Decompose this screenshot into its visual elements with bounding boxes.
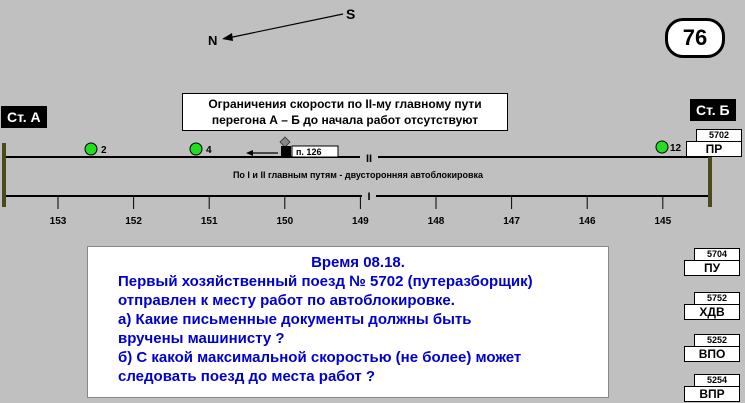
- worksite-marker: [246, 137, 338, 157]
- train-name: ХДВ: [684, 304, 740, 320]
- signal-4-light-icon: [190, 143, 202, 155]
- km-posts: [50, 196, 672, 227]
- train-number: 5752: [694, 292, 740, 304]
- km-post-label: 150: [276, 216, 294, 227]
- train-name: ПР: [686, 141, 742, 157]
- question-line: Первый хозяйственный поезд № 5702 (путеразборщик): [118, 273, 533, 290]
- km-post-label: 147: [503, 216, 520, 227]
- question-line: вручены машинисту ?: [118, 330, 285, 347]
- worksite-block-icon: [281, 146, 291, 157]
- signal-4: [190, 143, 212, 156]
- direction-arrowhead-icon: [246, 150, 253, 156]
- train-name: ВПО: [684, 346, 740, 362]
- km-post-label: 151: [200, 216, 218, 227]
- worksite-label: п. 126: [296, 147, 322, 157]
- km-post-label: 152: [125, 216, 142, 227]
- slide-number-badge: 76: [665, 18, 725, 58]
- question-line: а) Какие письменные документы должны быть: [118, 311, 472, 328]
- track-1-label: I: [367, 191, 371, 203]
- signal-12: [656, 141, 682, 154]
- question-line: следовать поезд до места работ ?: [118, 368, 376, 385]
- compass-arrow: [228, 14, 343, 38]
- notice-line-1: Ограничения скорости по II-му главному пути: [208, 97, 482, 111]
- train-5254: [684, 374, 740, 402]
- station-a-label: Ст. А: [1, 106, 47, 128]
- train-5252: [684, 334, 740, 362]
- train-name: ПУ: [684, 260, 740, 276]
- km-post-label: 153: [49, 216, 67, 227]
- compass-south-label: S: [346, 6, 356, 22]
- train-5752: [684, 292, 740, 320]
- question-title: Время 08.18.: [311, 254, 405, 271]
- train-name: ВПР: [684, 386, 740, 402]
- train-number: 5252: [694, 334, 740, 346]
- question-line: б) С какой максимальной скоростью (не более) может: [118, 349, 522, 366]
- km-post-label: 146: [578, 216, 596, 227]
- blocking-note: По I и II главным путям - двусторонняя автоблокировка: [232, 170, 484, 180]
- signal-12-label: 12: [670, 143, 682, 154]
- notice-line-2: перегона А – Б до начала работ отсутствуют: [211, 113, 479, 127]
- train-number: 5254: [694, 374, 740, 386]
- station-b-label: Ст. Б: [690, 99, 736, 121]
- signal-4-label: 4: [206, 145, 212, 156]
- train-5704: [684, 248, 740, 276]
- signal-2-label: 2: [101, 145, 107, 156]
- signal-12-light-icon: [656, 141, 668, 153]
- diamond-sign-icon: [280, 137, 290, 147]
- km-post-label: 149: [352, 216, 369, 227]
- train-number: 5704: [694, 248, 740, 260]
- signal-2: [85, 143, 107, 156]
- compass-north-label: N: [208, 33, 218, 48]
- signal-2-light-icon: [85, 143, 97, 155]
- question-box: [87, 246, 609, 398]
- question-line: отправлен к месту работ по автоблокировке.: [118, 292, 455, 309]
- compass-arrowhead-icon: [222, 33, 233, 41]
- train-5702: [686, 129, 742, 157]
- km-post-label: 145: [654, 216, 672, 227]
- train-number: 5702: [696, 129, 742, 141]
- speed-restriction-notice: [182, 93, 508, 131]
- track-2-label: II: [365, 153, 373, 165]
- km-post-label: 148: [427, 216, 445, 227]
